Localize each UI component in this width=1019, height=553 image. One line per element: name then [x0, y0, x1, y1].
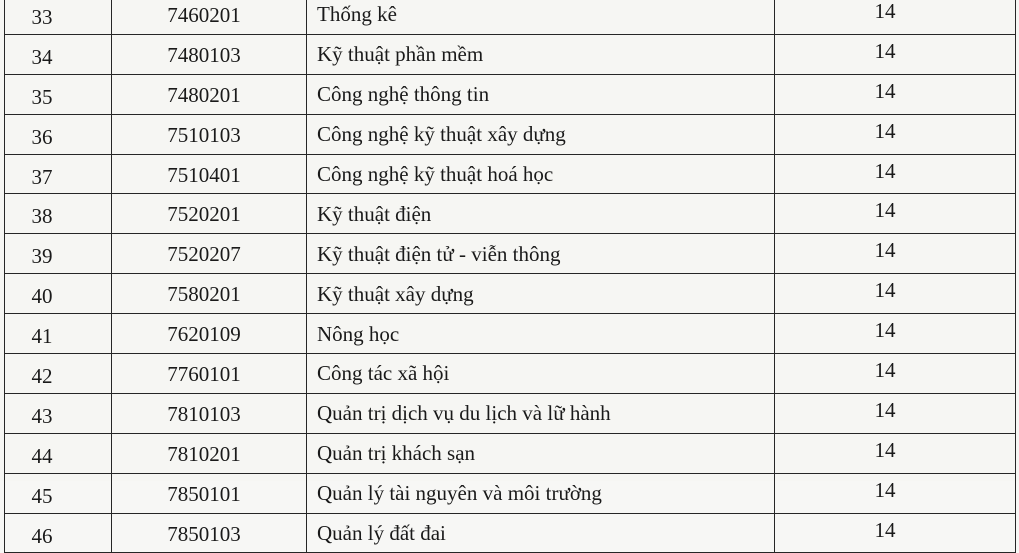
- row-number-cell-text: 40: [31, 284, 53, 309]
- score-cell: [775, 354, 1016, 394]
- major-code-cell-text: 7810201: [167, 441, 241, 466]
- row-number-cell: [5, 473, 112, 513]
- major-name-cell-text: Công nghệ kỹ thuật hoá học: [317, 162, 554, 186]
- row-number-cell-text: 44: [31, 443, 53, 468]
- score-cell: [775, 0, 1016, 34]
- major-name-cell-text: Quản trị dịch vụ du lịch và lữ hành: [317, 401, 611, 426]
- major-name-cell: [307, 234, 775, 274]
- major-code-cell: [112, 154, 307, 194]
- major-code-cell: [112, 234, 307, 274]
- row-number-cell: [5, 433, 112, 473]
- score-cell: [775, 234, 1016, 274]
- major-code-cell: [112, 274, 307, 314]
- major-code-cell-text: 7520201: [167, 202, 241, 227]
- score-cell-text: 14: [874, 158, 896, 183]
- table-row: [5, 0, 1016, 34]
- score-cell: [775, 513, 1016, 553]
- row-number-cell: [5, 234, 112, 274]
- table-row: [5, 74, 1016, 114]
- major-code-cell: [112, 314, 307, 354]
- majors-table: [4, 0, 1016, 553]
- table-row: [5, 473, 1016, 513]
- major-name-cell-text: Nông học: [317, 321, 400, 346]
- major-name-cell: [307, 114, 775, 154]
- major-code-cell-text: 7510401: [167, 162, 241, 187]
- major-name-cell-text: Kỹ thuật điện tử - viễn thông: [317, 241, 561, 266]
- score-cell: [775, 433, 1016, 473]
- row-number-cell: [5, 114, 112, 154]
- score-cell: [775, 154, 1016, 194]
- major-code-cell-text: 7480103: [167, 42, 241, 67]
- major-name-cell: [307, 194, 775, 234]
- table-row: [5, 114, 1016, 154]
- table-row: [5, 393, 1016, 433]
- row-number-cell-text: 45: [31, 483, 53, 508]
- score-cell-text: 14: [874, 78, 896, 103]
- major-code-cell: [112, 513, 307, 553]
- major-name-cell: [307, 433, 775, 473]
- row-number-cell: [5, 194, 112, 234]
- score-cell: [775, 274, 1016, 314]
- row-number-cell: [5, 154, 112, 194]
- table-row: [5, 154, 1016, 194]
- major-code-cell: [112, 194, 307, 234]
- row-number-cell-text: 35: [31, 84, 53, 109]
- major-code-cell: [112, 473, 307, 513]
- score-cell-text: 14: [874, 38, 896, 63]
- major-code-cell-text: 7460201: [167, 2, 241, 27]
- row-number-cell-text: 43: [31, 403, 53, 428]
- major-name-cell: [307, 34, 775, 74]
- major-code-cell-text: 7810103: [167, 401, 241, 426]
- major-code-cell: [112, 393, 307, 433]
- row-number-cell: [5, 74, 112, 114]
- score-cell-text: 14: [874, 397, 896, 422]
- score-cell: [775, 473, 1016, 513]
- major-name-cell-text: Công tác xã hội: [317, 361, 450, 386]
- score-cell: [775, 314, 1016, 354]
- major-code-cell: [112, 34, 307, 74]
- row-number-cell: [5, 393, 112, 433]
- major-code-cell-text: 7620109: [167, 322, 241, 347]
- score-cell-text: 14: [874, 278, 896, 303]
- row-number-cell-text: 36: [31, 124, 53, 149]
- major-code-cell-text: 7580201: [167, 282, 241, 307]
- major-code-cell: [112, 0, 307, 34]
- major-name-cell-text: Kỹ thuật xây dựng: [317, 281, 474, 306]
- score-cell-text: 14: [874, 198, 896, 223]
- row-number-cell-text: 34: [31, 44, 53, 69]
- score-cell: [775, 34, 1016, 74]
- major-name-cell-text: Thống kê: [317, 2, 397, 27]
- table-row: [5, 513, 1016, 553]
- score-cell-text: 14: [874, 357, 896, 382]
- row-number-cell-text: 37: [31, 164, 53, 189]
- row-number-cell: [5, 513, 112, 553]
- table-row: [5, 354, 1016, 394]
- row-number-cell: [5, 274, 112, 314]
- score-cell: [775, 194, 1016, 234]
- table-row: [5, 274, 1016, 314]
- major-name-cell: [307, 314, 775, 354]
- score-cell-text: 14: [874, 0, 896, 23]
- score-cell-text: 14: [874, 477, 896, 502]
- row-number-cell: [5, 314, 112, 354]
- major-name-cell: [307, 513, 775, 553]
- row-number-cell-text: 38: [31, 204, 53, 229]
- major-name-cell: [307, 354, 775, 394]
- table-body: [5, 0, 1016, 553]
- major-name-cell-text: Công nghệ thông tin: [317, 82, 490, 107]
- table-row: [5, 234, 1016, 274]
- major-code-cell: [112, 354, 307, 394]
- major-name-cell-text: Kỹ thuật phần mềm: [317, 42, 484, 67]
- row-number-cell-text: 33: [31, 4, 53, 29]
- major-name-cell: [307, 393, 775, 433]
- major-name-cell-text: Quản lý đất đai: [317, 521, 446, 546]
- major-name-cell: [307, 154, 775, 194]
- table-row: [5, 314, 1016, 354]
- table-row: [5, 34, 1016, 74]
- major-code-cell-text: 7480201: [167, 82, 241, 107]
- table-row: [5, 194, 1016, 234]
- row-number-cell-text: 46: [31, 523, 53, 548]
- major-code-cell-text: 7520207: [167, 242, 241, 267]
- major-code-cell-text: 7760101: [167, 361, 241, 386]
- score-cell-text: 14: [874, 118, 896, 143]
- score-cell: [775, 114, 1016, 154]
- row-number-cell: [5, 354, 112, 394]
- major-code-cell: [112, 433, 307, 473]
- major-name-cell-text: Quản trị khách sạn: [317, 441, 476, 466]
- major-code-cell: [112, 114, 307, 154]
- major-code-cell-text: 7510103: [167, 122, 241, 147]
- row-number-cell: [5, 34, 112, 74]
- major-code-cell-text: 7850101: [167, 481, 241, 506]
- row-number-cell-text: 39: [31, 244, 53, 269]
- score-cell: [775, 393, 1016, 433]
- major-name-cell: [307, 0, 775, 34]
- score-cell-text: 14: [874, 318, 896, 343]
- major-code-cell: [112, 74, 307, 114]
- major-name-cell-text: Quản lý tài nguyên và môi trường: [317, 481, 602, 506]
- row-number-cell-text: 42: [31, 363, 53, 388]
- score-cell-text: 14: [874, 238, 896, 263]
- major-name-cell: [307, 274, 775, 314]
- score-cell: [775, 74, 1016, 114]
- major-name-cell-text: Công nghệ kỹ thuật xây dựng: [317, 122, 566, 147]
- major-name-cell-text: Kỹ thuật điện: [317, 201, 432, 226]
- row-number-cell: [5, 0, 112, 34]
- major-code-cell-text: 7850103: [167, 521, 241, 546]
- score-cell-text: 14: [874, 517, 896, 542]
- major-name-cell: [307, 74, 775, 114]
- row-number-cell-text: 41: [31, 324, 53, 349]
- table-row: [5, 433, 1016, 473]
- score-cell-text: 14: [874, 437, 896, 462]
- major-name-cell: [307, 473, 775, 513]
